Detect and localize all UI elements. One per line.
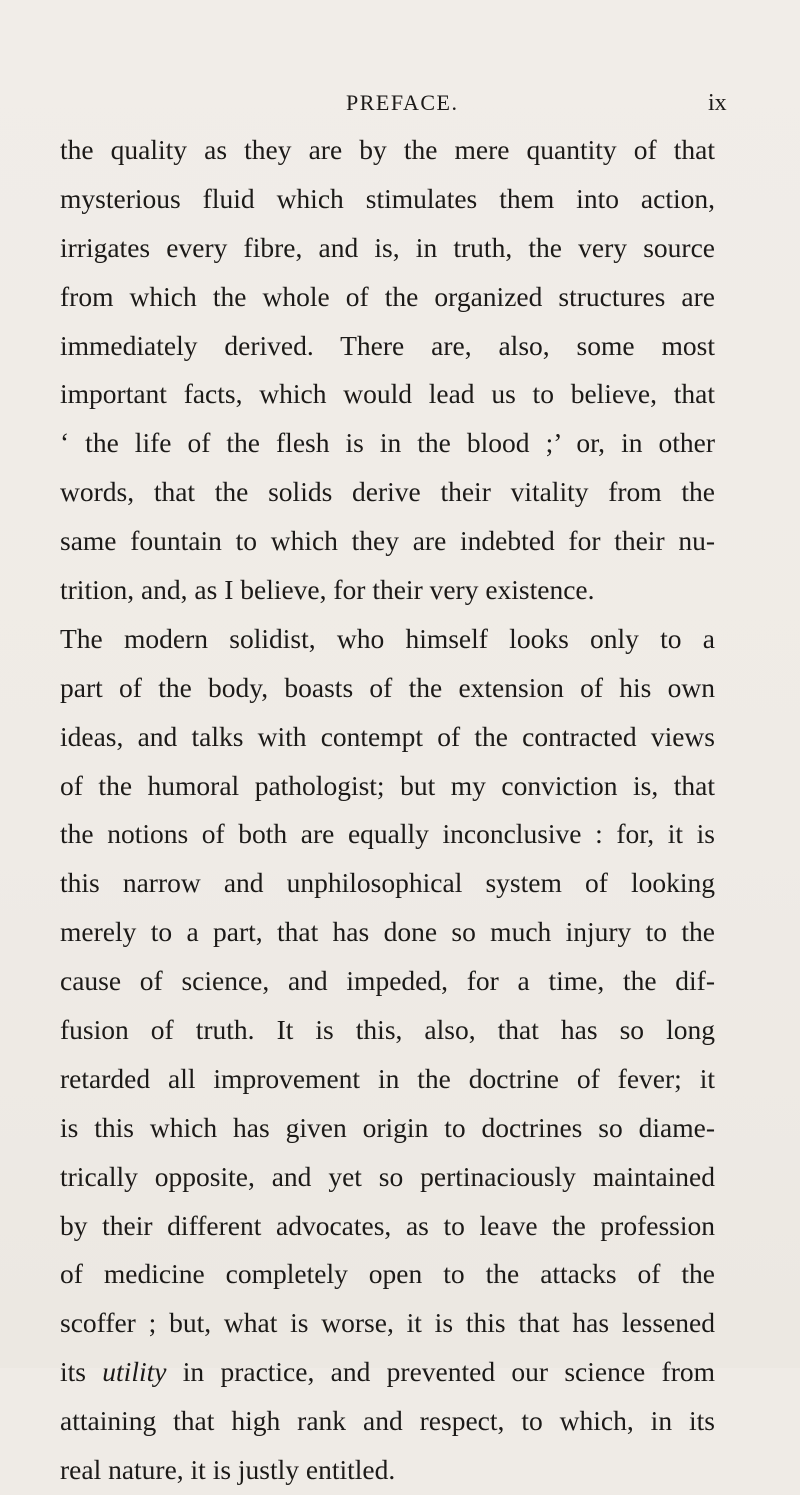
text-line: ideas, and talks with contempt of the contracted views [60,720,715,752]
text-line: the notions of both are equally inconclusive : for, it is [60,818,715,850]
italic-word: utility [102,1356,167,1388]
text-line: ‘ the life of the flesh is in the blood ;’ or, in other [60,427,715,459]
text-line-with-italic [60,1348,715,1397]
line-segment: its [60,1356,103,1388]
text-line: fusion of truth. It is this, also, that has so long [60,1014,715,1046]
line-segment: in practice, and prevented our science from [166,1356,716,1388]
text-line: mysterious fluid which stimulates them into action, [60,182,715,214]
text-line: irrigates every fibre, and is, in truth, the very source [60,231,715,263]
text-line: of the humoral pathologist; but my conviction is, that [60,769,715,801]
text-line: scoffer ; but, what is worse, it is this that has lessened [60,1307,715,1339]
text-line: important facts, which would lead us to believe, that [60,378,715,410]
text-line: attaining that high rank and respect, to which, in its [60,1405,715,1437]
text-line: part of the body, boasts of the extension of his own [60,671,715,703]
running-head-title: PREFACE. [346,90,459,115]
text-line: the quality as they are by the mere quantity of that [60,134,715,165]
text-line: The modern solidist, who himself looks only to a [60,622,715,654]
running-head [0,88,800,118]
text-line: words, that the solids derive their vitality from the [60,476,715,508]
text-line: merely to a part, that has done so much injury to the [60,916,715,948]
text-line: is this which has given origin to doctrines so diame- [60,1111,715,1143]
text-line: same fountain to which they are indebted for their nu- [60,525,715,557]
text-line: from which the whole of the organized structures are [60,280,715,312]
text-line: cause of science, and impeded, for a time, the dif- [60,965,715,997]
text-line: trition, and, as I believe, for their very existence. [60,574,595,606]
page-number: ix [708,90,727,116]
text-line: immediately derived. There are, also, some most [60,329,715,361]
text-line: of medicine completely open to the attacks of the [60,1258,715,1290]
text-line: by their different advocates, as to leave the profession [60,1209,715,1241]
text-line: this narrow and unphilosophical system of looking [60,867,715,899]
text-line: trically opposite, and yet so pertinaciously maintained [60,1160,715,1192]
text-line: real nature, it is justly entitled. [60,1454,396,1486]
text-line: retarded all improvement in the doctrine of fever; it [60,1062,715,1094]
body-text [60,126,715,1495]
